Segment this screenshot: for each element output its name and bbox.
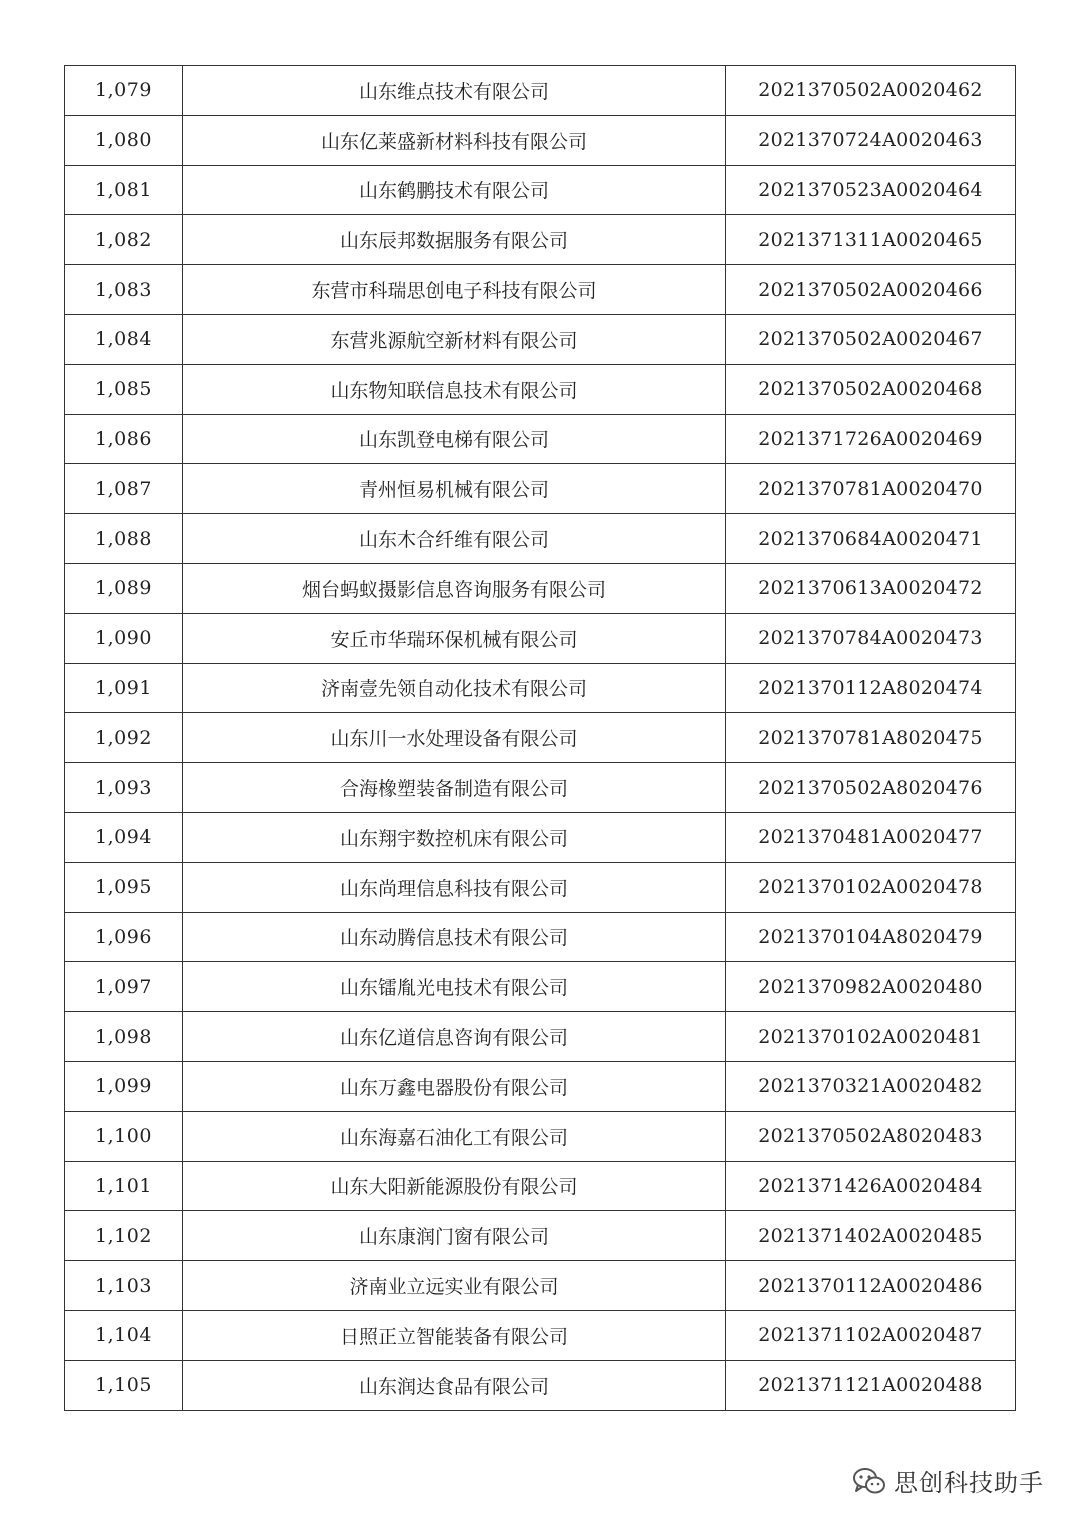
company-name-cell: 日照正立智能装备有限公司 <box>183 1310 726 1360</box>
company-name-cell: 山东川一水处理设备有限公司 <box>183 713 726 763</box>
company-name-cell: 安丘市华瑞环保机械有限公司 <box>183 613 726 663</box>
registration-code-cell: 2021370112A8020474 <box>726 663 1016 713</box>
company-name-cell: 山东尚理信息科技有限公司 <box>183 862 726 912</box>
registration-code-cell: 2021370523A0020464 <box>726 165 1016 215</box>
table-row <box>65 663 1016 713</box>
table-row <box>65 1360 1016 1410</box>
registration-code-cell: 2021370781A8020475 <box>726 713 1016 763</box>
seq-cell: 1,079 <box>65 66 183 116</box>
table-body <box>65 66 1016 1411</box>
table-row <box>65 1111 1016 1161</box>
seq-cell: 1,085 <box>65 364 183 414</box>
seq-cell: 1,105 <box>65 1360 183 1410</box>
company-name-cell: 山东木合纤维有限公司 <box>183 514 726 564</box>
table-row <box>65 464 1016 514</box>
registration-code-cell: 2021370321A0020482 <box>726 1061 1016 1111</box>
company-name-cell: 山东动腾信息技术有限公司 <box>183 912 726 962</box>
registration-code-cell: 2021370502A0020467 <box>726 314 1016 364</box>
company-name-cell: 山东大阳新能源股份有限公司 <box>183 1161 726 1211</box>
table-row <box>65 1211 1016 1261</box>
table-row <box>65 364 1016 414</box>
seq-cell: 1,089 <box>65 563 183 613</box>
seq-cell: 1,086 <box>65 414 183 464</box>
company-name-cell: 济南业立远实业有限公司 <box>183 1261 726 1311</box>
table-row <box>65 115 1016 165</box>
registration-code-cell: 2021370502A0020466 <box>726 265 1016 315</box>
company-name-cell: 山东物知联信息技术有限公司 <box>183 364 726 414</box>
registration-code-cell: 2021371311A0020465 <box>726 215 1016 265</box>
seq-cell: 1,091 <box>65 663 183 713</box>
registration-code-cell: 2021370684A0020471 <box>726 514 1016 564</box>
registration-code-cell: 2021370104A8020479 <box>726 912 1016 962</box>
seq-cell: 1,082 <box>65 215 183 265</box>
seq-cell: 1,084 <box>65 314 183 364</box>
seq-cell: 1,088 <box>65 514 183 564</box>
seq-cell: 1,103 <box>65 1261 183 1311</box>
company-name-cell: 烟台蚂蚁摄影信息咨询服务有限公司 <box>183 563 726 613</box>
registration-code-cell: 2021370781A0020470 <box>726 464 1016 514</box>
seq-cell: 1,083 <box>65 265 183 315</box>
table-row <box>65 1012 1016 1062</box>
table-row <box>65 563 1016 613</box>
registration-code-cell: 2021370502A0020462 <box>726 66 1016 116</box>
table-row <box>65 314 1016 364</box>
seq-cell: 1,099 <box>65 1061 183 1111</box>
company-name-cell: 山东鹤鹏技术有限公司 <box>183 165 726 215</box>
table-row <box>65 1061 1016 1111</box>
table-row <box>65 215 1016 265</box>
registration-code-cell: 2021370982A0020480 <box>726 962 1016 1012</box>
table-row <box>65 763 1016 813</box>
registration-code-cell: 2021371121A0020488 <box>726 1360 1016 1410</box>
registration-code-cell: 2021370724A0020463 <box>726 115 1016 165</box>
company-name-cell: 山东维点技术有限公司 <box>183 66 726 116</box>
table-row <box>65 912 1016 962</box>
seq-cell: 1,097 <box>65 962 183 1012</box>
table-row <box>65 66 1016 116</box>
company-name-cell: 山东亿莱盛新材料科技有限公司 <box>183 115 726 165</box>
wechat-icon <box>852 1466 886 1496</box>
table-row <box>65 165 1016 215</box>
company-name-cell: 青州恒易机械有限公司 <box>183 464 726 514</box>
seq-cell: 1,098 <box>65 1012 183 1062</box>
seq-cell: 1,081 <box>65 165 183 215</box>
registration-code-cell: 2021370481A0020477 <box>726 812 1016 862</box>
seq-cell: 1,104 <box>65 1310 183 1360</box>
company-name-cell: 山东海嘉石油化工有限公司 <box>183 1111 726 1161</box>
table-row <box>65 713 1016 763</box>
company-name-cell: 山东辰邦数据服务有限公司 <box>183 215 726 265</box>
seq-cell: 1,102 <box>65 1211 183 1261</box>
seq-cell: 1,087 <box>65 464 183 514</box>
company-name-cell: 山东康润门窗有限公司 <box>183 1211 726 1261</box>
table-row <box>65 962 1016 1012</box>
table-row <box>65 414 1016 464</box>
watermark <box>852 1463 1044 1498</box>
registration-code-cell: 2021371426A0020484 <box>726 1161 1016 1211</box>
company-name-cell: 济南壹先领自动化技术有限公司 <box>183 663 726 713</box>
table-row <box>65 812 1016 862</box>
company-name-cell: 山东亿道信息咨询有限公司 <box>183 1012 726 1062</box>
registration-code-cell: 2021370784A0020473 <box>726 613 1016 663</box>
registration-code-cell: 2021370102A0020478 <box>726 862 1016 912</box>
table-row <box>65 862 1016 912</box>
registration-code-cell: 2021371726A0020469 <box>726 414 1016 464</box>
company-name-cell: 东营兆源航空新材料有限公司 <box>183 314 726 364</box>
seq-cell: 1,090 <box>65 613 183 663</box>
registration-code-cell: 2021370112A0020486 <box>726 1261 1016 1311</box>
company-name-cell: 山东润达食品有限公司 <box>183 1360 726 1410</box>
table-row <box>65 613 1016 663</box>
company-name-cell: 合海橡塑装备制造有限公司 <box>183 763 726 813</box>
registration-code-cell: 2021370502A8020476 <box>726 763 1016 813</box>
watermark-text: 思创科技助手 <box>894 1469 1044 1497</box>
registration-code-cell: 2021370102A0020481 <box>726 1012 1016 1062</box>
seq-cell: 1,100 <box>65 1111 183 1161</box>
registration-code-cell: 2021370502A8020483 <box>726 1111 1016 1161</box>
table-row <box>65 1310 1016 1360</box>
company-name-cell: 山东万鑫电器股份有限公司 <box>183 1061 726 1111</box>
seq-cell: 1,095 <box>65 862 183 912</box>
table-row <box>65 265 1016 315</box>
company-list-table <box>64 65 1016 1411</box>
seq-cell: 1,092 <box>65 713 183 763</box>
registration-code-cell: 2021370502A0020468 <box>726 364 1016 414</box>
registration-code-cell: 2021371402A0020485 <box>726 1211 1016 1261</box>
company-name-cell: 山东翔宇数控机床有限公司 <box>183 812 726 862</box>
company-name-cell: 山东凯登电梯有限公司 <box>183 414 726 464</box>
seq-cell: 1,101 <box>65 1161 183 1211</box>
seq-cell: 1,080 <box>65 115 183 165</box>
company-name-cell: 东营市科瑞思创电子科技有限公司 <box>183 265 726 315</box>
registration-code-cell: 2021371102A0020487 <box>726 1310 1016 1360</box>
company-name-cell: 山东镭胤光电技术有限公司 <box>183 962 726 1012</box>
table-row <box>65 514 1016 564</box>
table-row <box>65 1161 1016 1211</box>
seq-cell: 1,096 <box>65 912 183 962</box>
seq-cell: 1,094 <box>65 812 183 862</box>
registration-code-cell: 2021370613A0020472 <box>726 563 1016 613</box>
table-row <box>65 1261 1016 1311</box>
seq-cell: 1,093 <box>65 763 183 813</box>
